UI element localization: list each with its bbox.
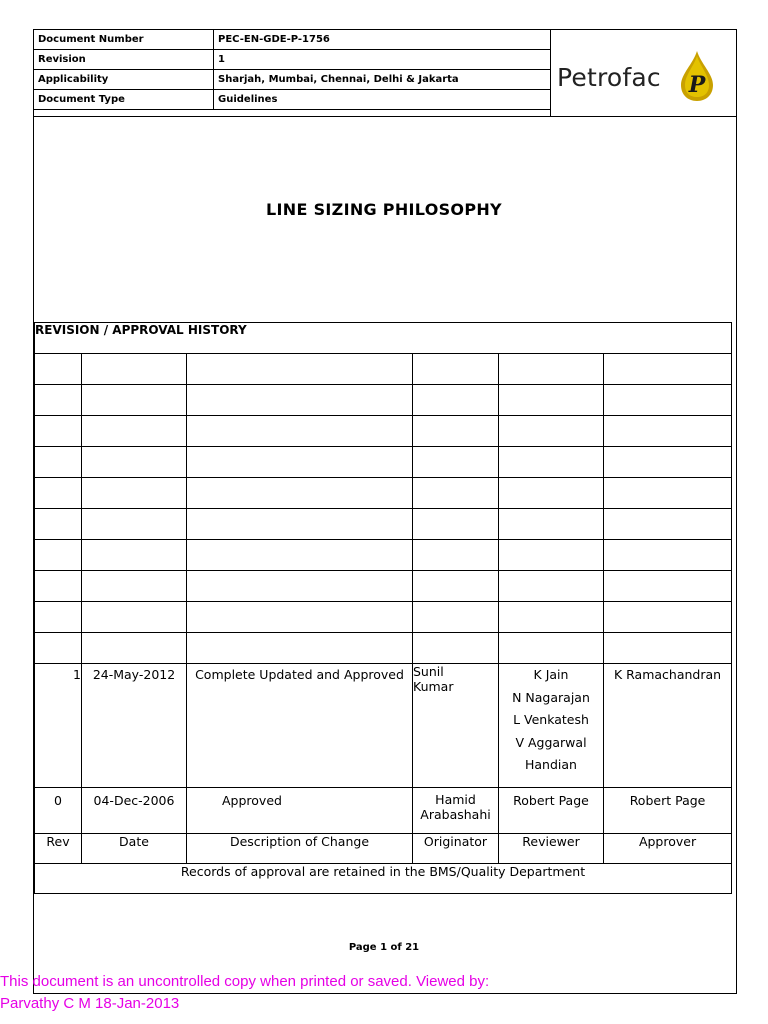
- rev-cell: 0: [35, 788, 82, 834]
- table-row: [35, 633, 732, 664]
- originator-cell: [413, 664, 499, 788]
- approver-cell: K Ramachandran: [604, 664, 732, 788]
- applicability-label: Applicability: [34, 70, 214, 90]
- company-logo: [550, 30, 736, 116]
- table-row: [35, 509, 732, 540]
- originator-line: Sunil: [413, 664, 444, 679]
- applicability-row: [34, 70, 551, 90]
- column-label-reviewer: Reviewer: [499, 834, 604, 864]
- approver-cell: Robert Page: [604, 788, 732, 834]
- column-label-date: Date: [82, 834, 187, 864]
- watermark-line-2: Parvathy C M 18-Jan-2013: [0, 995, 180, 1012]
- header-divider: [33, 116, 737, 117]
- table-row: [35, 540, 732, 571]
- revision-table-heading: REVISION / APPROVAL HISTORY: [35, 323, 732, 354]
- reviewer-name: L Venkatesh: [513, 712, 589, 727]
- table-row: [35, 447, 732, 478]
- oil-drop-logo-icon: [679, 50, 715, 102]
- originator-cell: [413, 788, 499, 834]
- table-row: [35, 478, 732, 509]
- doc-number-row: [34, 30, 551, 50]
- reviewer-name: V Aggarwal: [515, 734, 587, 750]
- doc-number-label: Document Number: [34, 30, 214, 50]
- revision-value: 1: [214, 50, 551, 70]
- logo-letter: P: [688, 72, 706, 98]
- approval-records-note: Records of approval are retained in the BMS/Quality Department: [35, 864, 732, 894]
- description-cell: Approved: [187, 788, 413, 834]
- watermark-line-1: This document is an uncontrolled copy when printed or saved. Viewed by:: [0, 973, 490, 990]
- doc-type-row: [34, 90, 551, 110]
- column-label-description: Description of Change: [187, 834, 413, 864]
- column-label-rev: Rev: [35, 834, 82, 864]
- reviewer-name: Handian: [525, 757, 577, 772]
- originator-line: Kumar: [413, 679, 454, 694]
- rev-cell: 1: [35, 664, 82, 788]
- table-row: [35, 602, 732, 633]
- revision-label: Revision: [34, 50, 214, 70]
- table-row: [35, 354, 732, 385]
- page-number: Page 1 of 21: [348, 942, 420, 953]
- revision-history-table: [34, 322, 732, 894]
- column-label-approver: Approver: [604, 834, 732, 864]
- table-row: [35, 788, 732, 834]
- date-cell: 24-May-2012: [82, 664, 187, 788]
- reviewer-name: K Jain: [533, 667, 569, 682]
- revision-approval-section: [34, 322, 731, 894]
- column-label-originator: Originator: [413, 834, 499, 864]
- document-title: LINE SIZING PHILOSOPHY: [266, 200, 502, 219]
- revision-row: [34, 50, 551, 70]
- date-cell: 04-Dec-2006: [82, 788, 187, 834]
- document-info-table: [33, 29, 551, 110]
- doc-number-value: PEC-EN-GDE-P-1756: [214, 30, 551, 50]
- table-row: [35, 664, 732, 788]
- approval-note-row: [35, 864, 732, 894]
- reviewer-cell: [499, 664, 604, 788]
- table-row: [35, 385, 732, 416]
- revision-table-heading-row: [35, 323, 732, 354]
- originator-line: Hamid: [435, 792, 476, 807]
- column-label-row: [35, 834, 732, 864]
- reviewer-cell: Robert Page: [499, 788, 604, 834]
- table-row: [35, 571, 732, 602]
- description-cell: Complete Updated and Approved: [187, 664, 413, 788]
- applicability-value: Sharjah, Mumbai, Chennai, Delhi & Jakarta: [214, 70, 551, 90]
- doc-type-value: Guidelines: [214, 90, 551, 110]
- table-row: [35, 416, 732, 447]
- originator-line: Arabashahi: [420, 807, 491, 822]
- logo-wordmark: Petrofac: [557, 63, 661, 92]
- reviewer-name: N Nagarajan: [512, 689, 590, 705]
- uncontrolled-copy-watermark: [0, 971, 489, 1015]
- doc-type-label: Document Type: [34, 90, 214, 110]
